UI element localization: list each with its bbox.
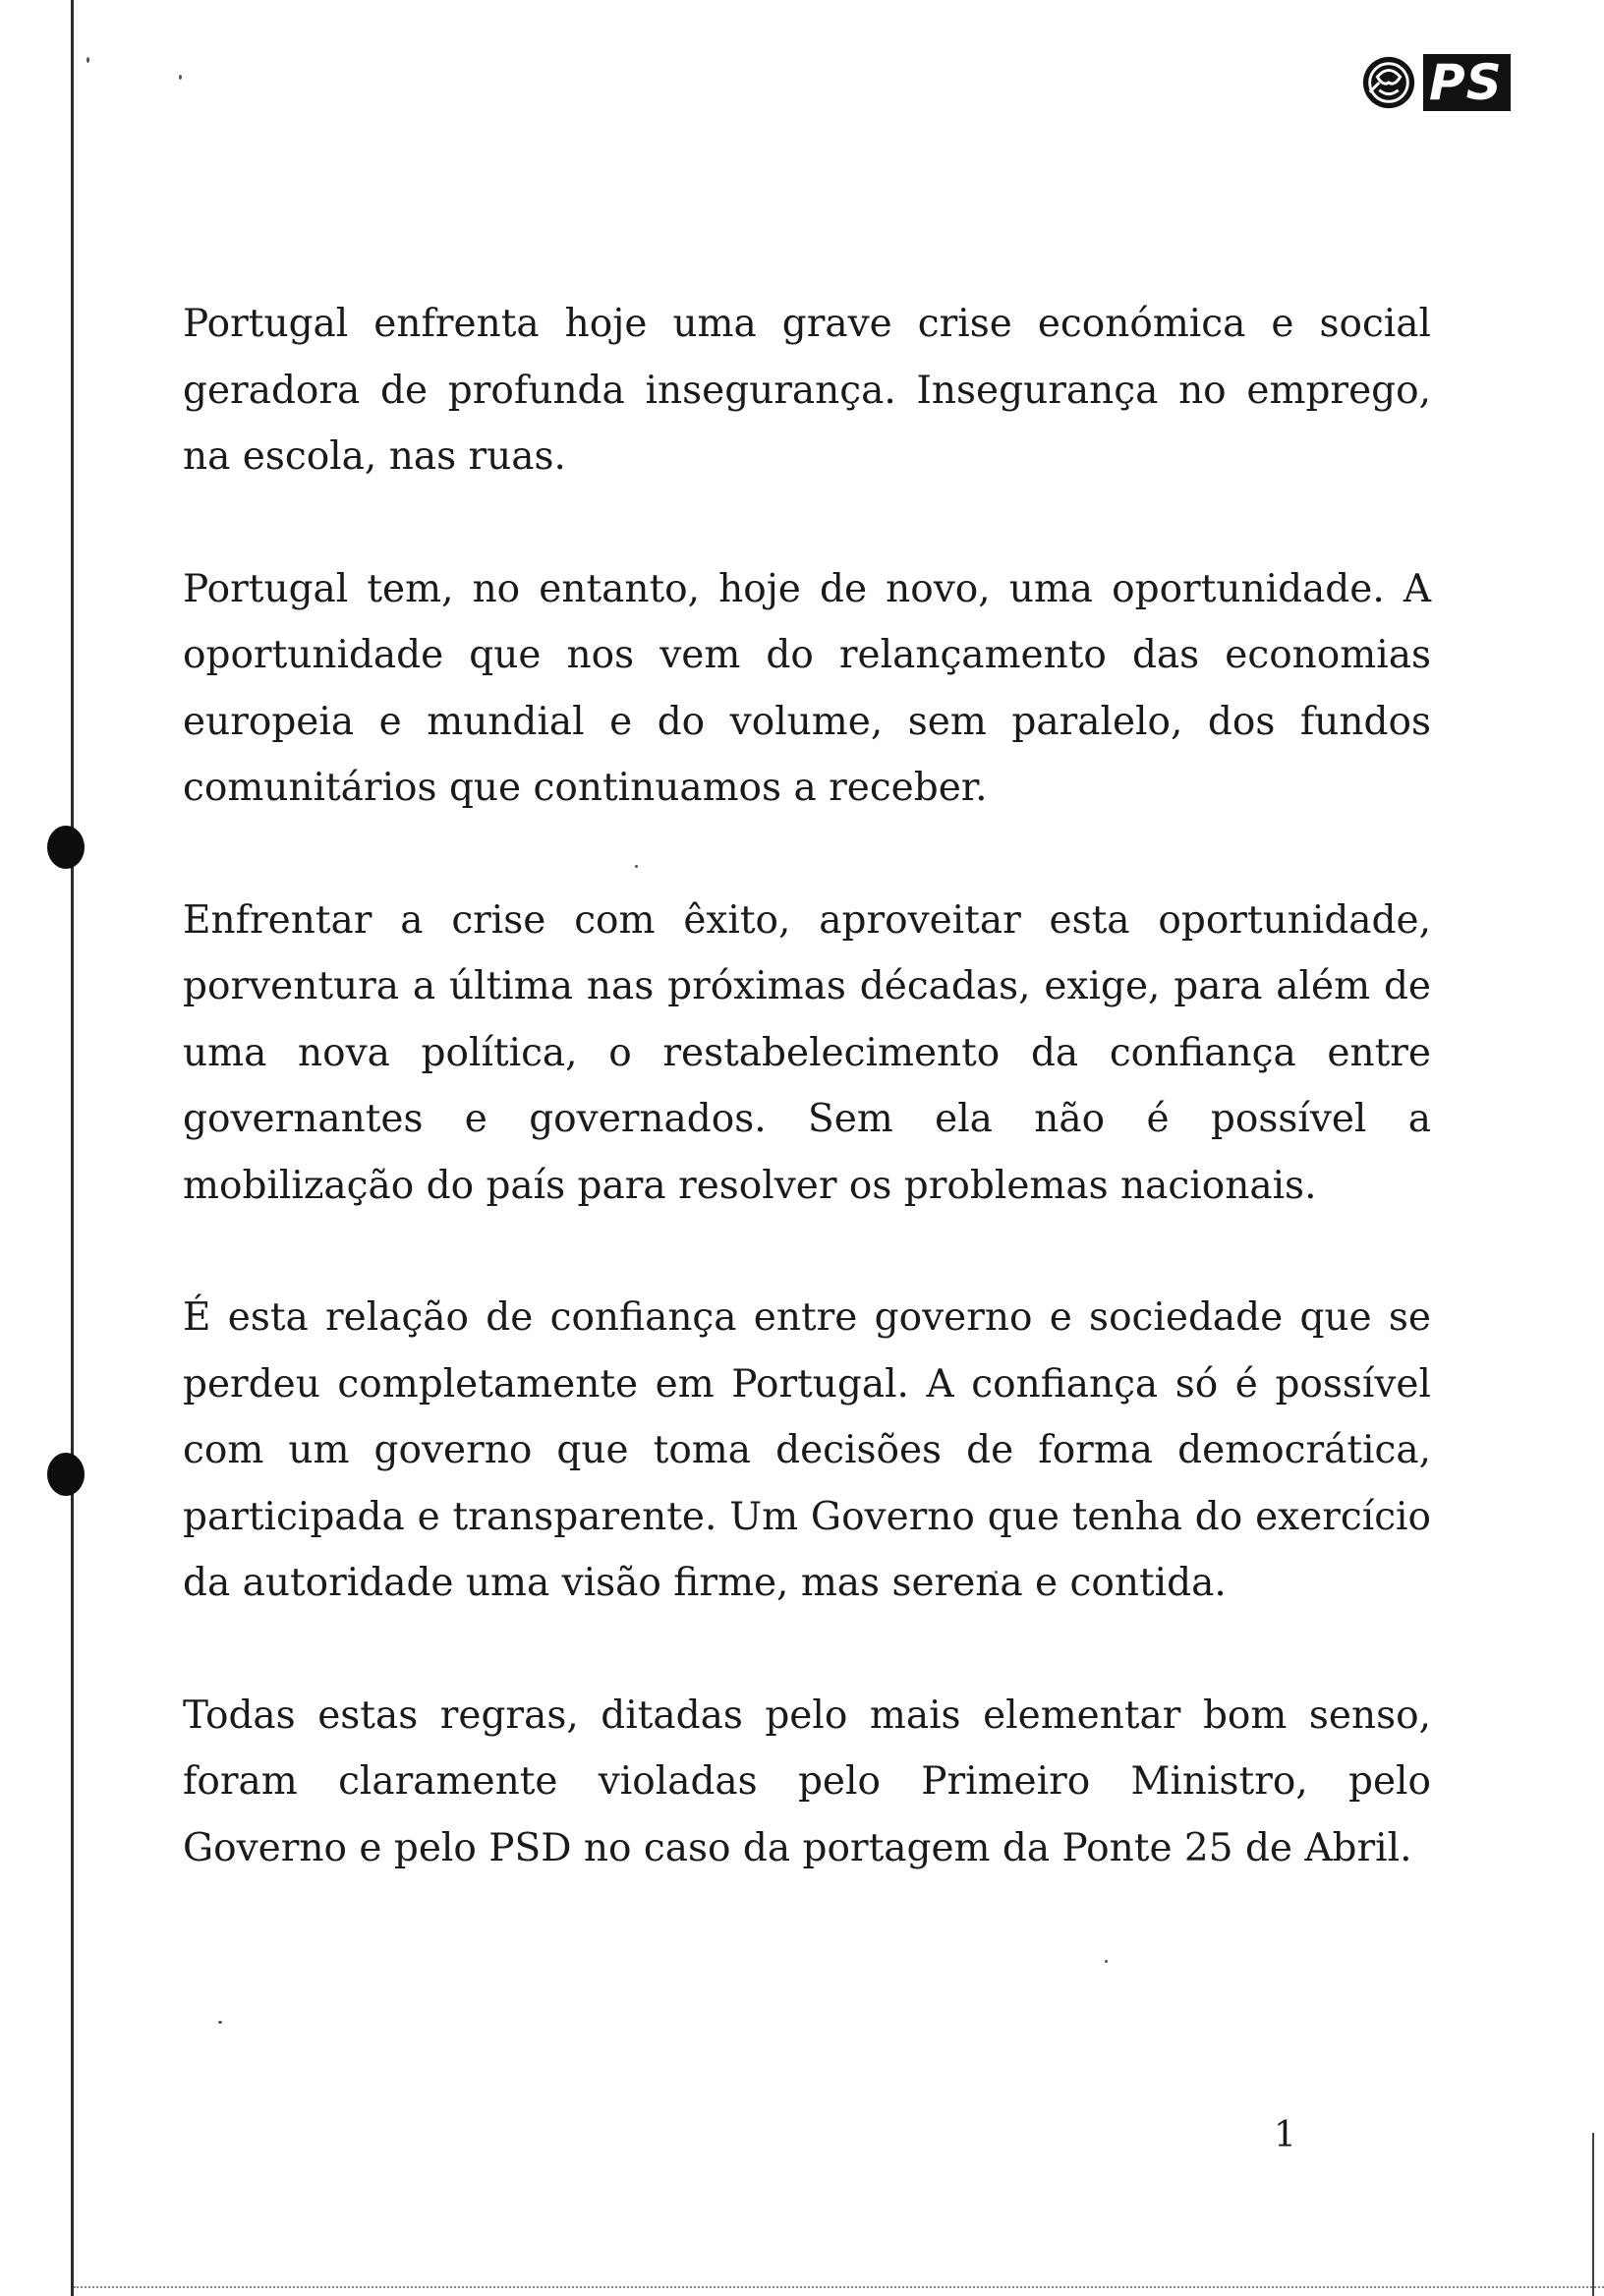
paragraph: Enfrentar a crise com êxito, aproveitar esta oportunidade, porventura a última nas próximas décadas, exige, para além de uma nova política, o restabelecimento da confiança entre governantes e governados. Sem ela não é possível a mobilização do país para resolver os problemas nacionais. xyxy=(183,897,1431,1208)
punch-hole xyxy=(47,1453,85,1496)
logo-text: PS xyxy=(1423,54,1511,111)
page-edge-line xyxy=(1592,2133,1594,2296)
page-number: 1 xyxy=(1274,2115,1296,2155)
document-body xyxy=(183,291,1431,1947)
punch-hole xyxy=(47,826,85,869)
binding-line xyxy=(71,0,74,2296)
rose-icon xyxy=(1360,54,1417,111)
paragraph: Portugal tem, no entanto, hoje de novo, uma oportunidade. A oportunidade que nos vem do relançamento das economias europeia e mundial e do volume, sem paralelo, dos fundos comunitários que continuamos a receber. xyxy=(183,566,1431,810)
paragraph: Todas estas regras, ditadas pelo mais elementar bom senso, foram claramente violadas pelo Primeiro Ministro, pelo Governo e pelo PSD no caso da portagem da Ponte 25 de Abril. xyxy=(183,1693,1431,1870)
paragraph: Portugal enfrenta hoje uma grave crise económica e social geradora de profunda insegurança. Insegurança no emprego, na escola, nas ruas. xyxy=(183,302,1431,479)
page-bottom-edge xyxy=(74,2286,1604,2290)
party-logo xyxy=(1360,47,1549,118)
scan-speck xyxy=(1105,1960,1108,1963)
scan-speck xyxy=(86,57,89,63)
scan-speck xyxy=(179,75,182,80)
scan-speck xyxy=(218,2021,222,2024)
paragraph: É esta relação de confiança entre governo e sociedade que se perdeu completamente em Portugal. A confiança só é possível com um governo que toma decisões de forma democrática, participada e transparente. Um Governo que tenha do exercício da autoridade uma visão firme, mas serena e contida. xyxy=(183,1295,1431,1605)
